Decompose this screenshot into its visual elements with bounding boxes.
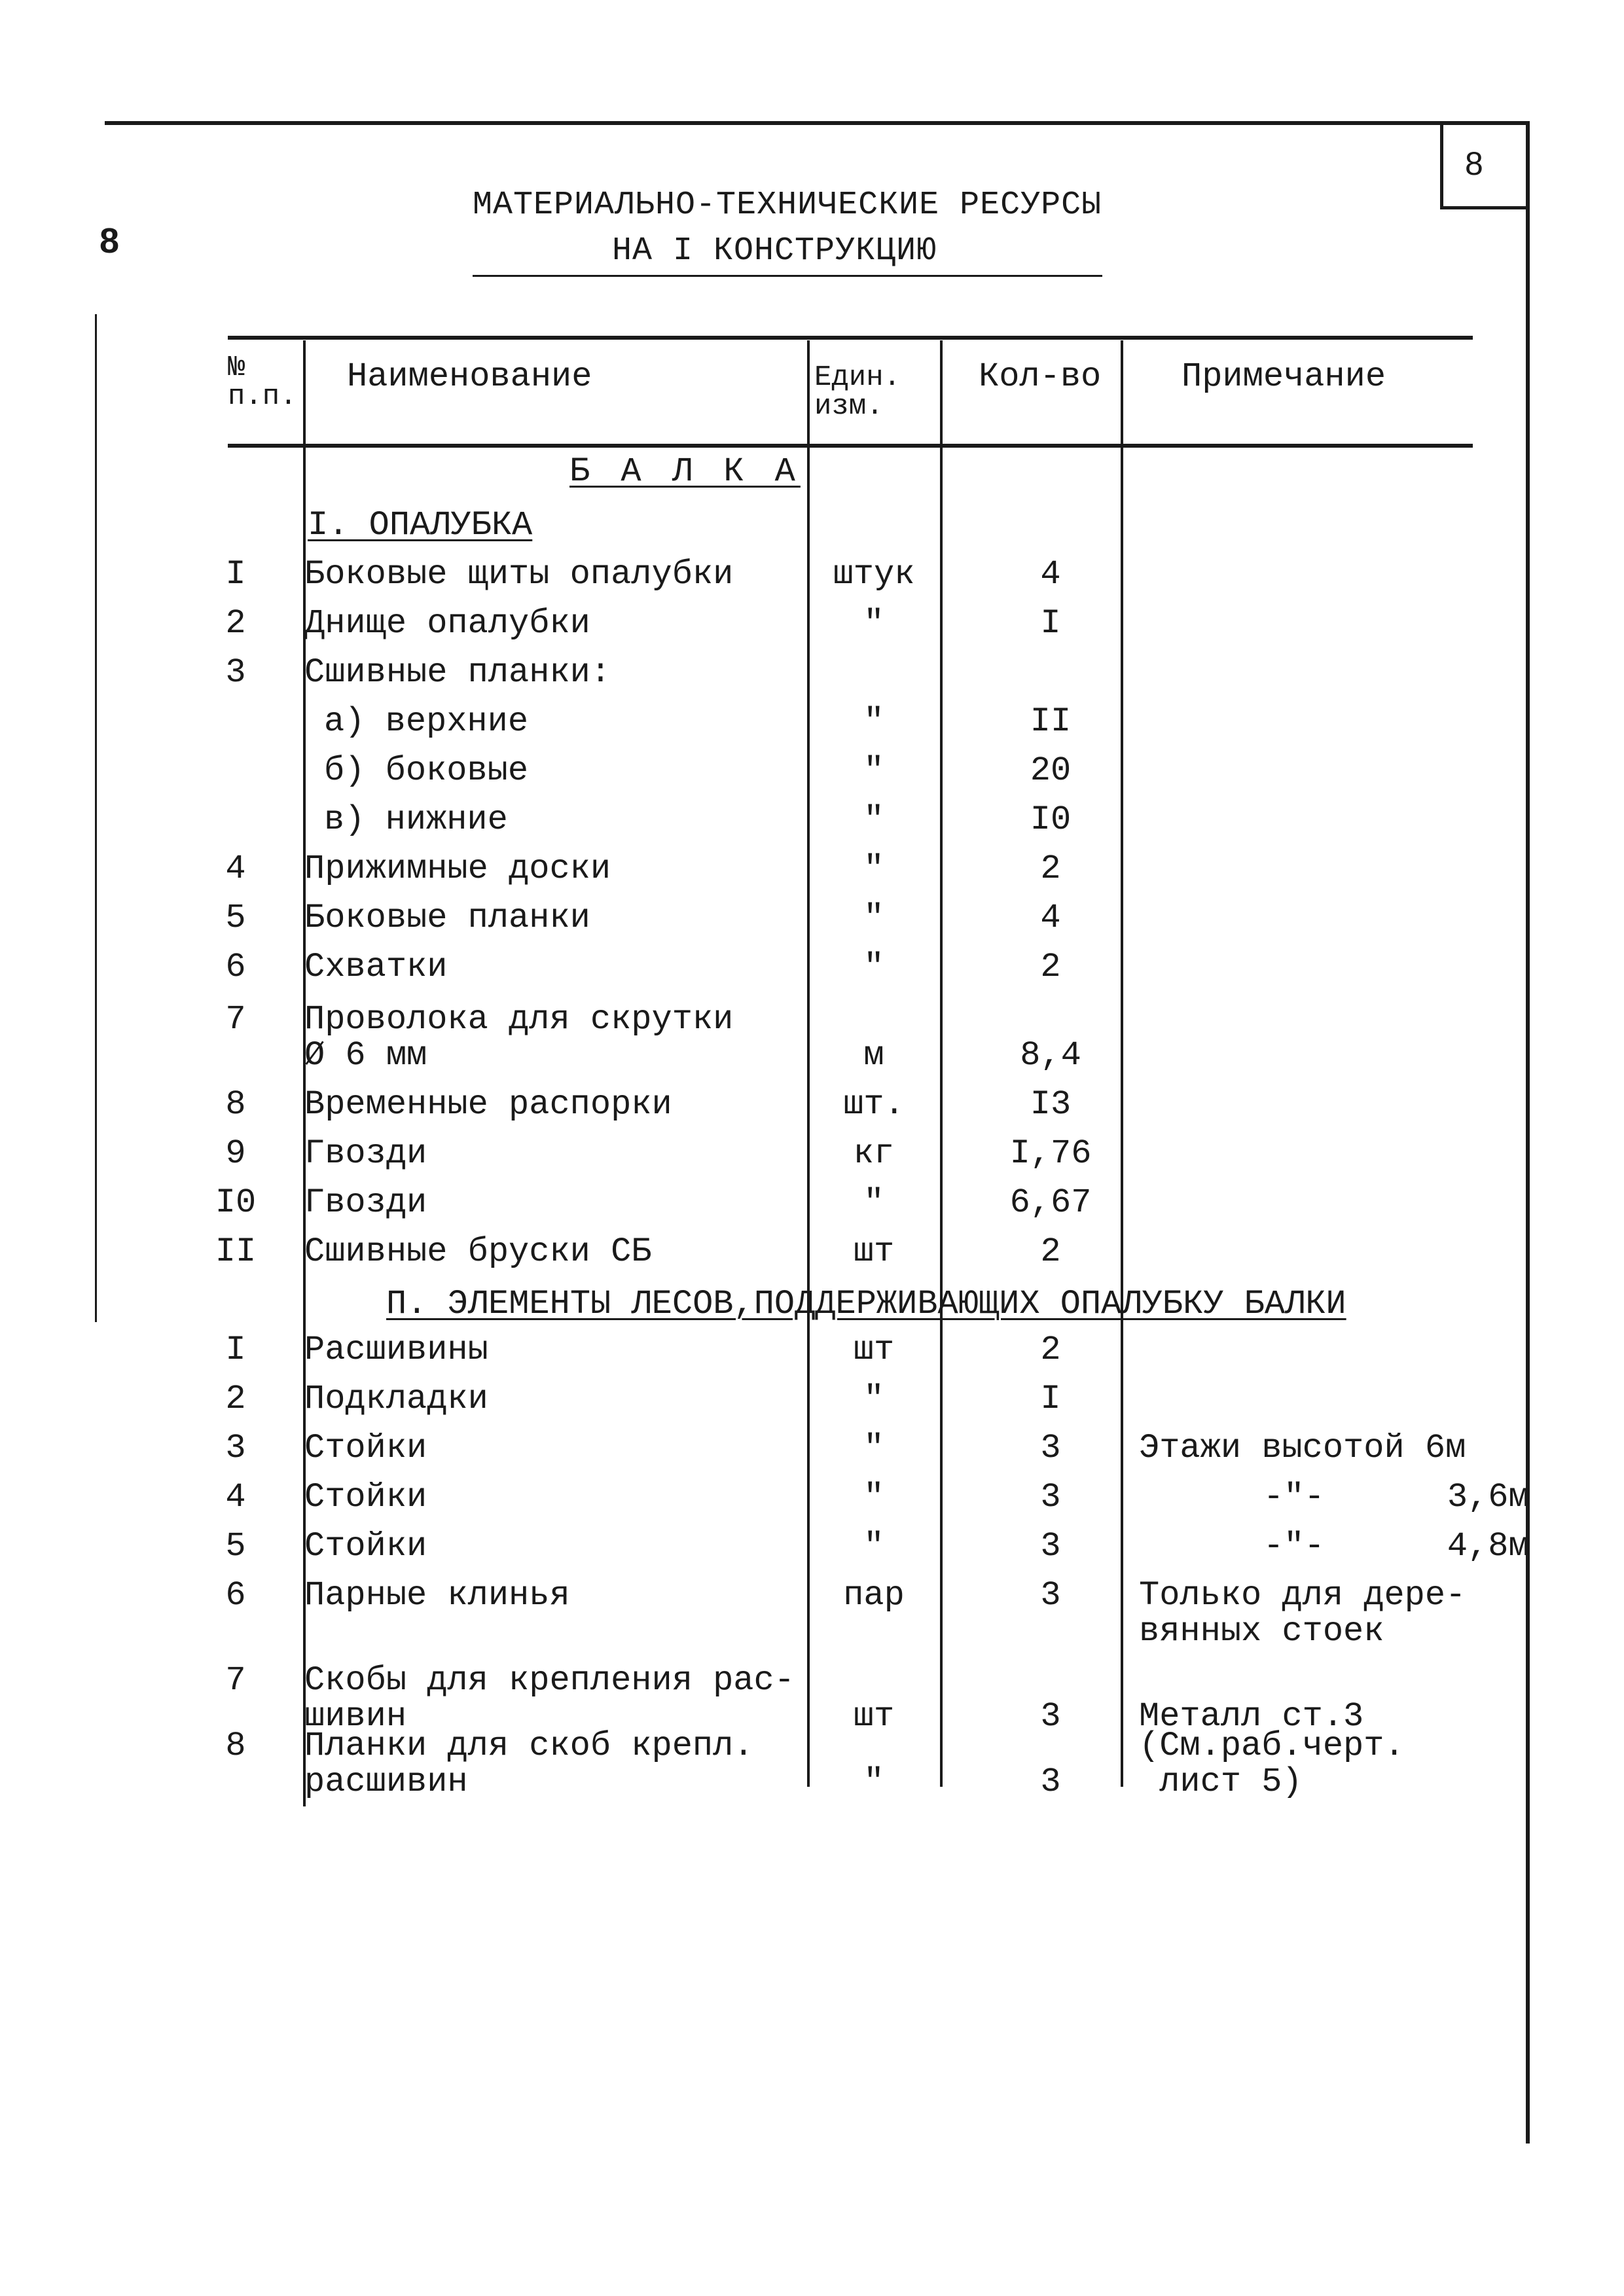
left-margin-line <box>95 314 97 1322</box>
row-number: 3 <box>225 653 246 692</box>
row-number: I0 <box>215 1183 257 1222</box>
row-qty: 3 <box>1040 1697 1061 1736</box>
row-name: Стойки <box>304 1478 427 1516</box>
row-name: Парные клинья <box>304 1576 570 1615</box>
row-unit: " <box>863 1380 884 1418</box>
row-name: Схватки <box>304 948 448 986</box>
header-name: Наименование <box>347 357 592 396</box>
title-underline <box>473 275 1102 277</box>
row-unit: " <box>863 604 884 643</box>
row-qty: II <box>1030 702 1072 741</box>
row-number: 9 <box>225 1134 246 1173</box>
row-unit: кг <box>853 1134 895 1173</box>
row-number: 7 <box>225 1000 246 1039</box>
page-subtitle: НА I КОНСТРУКЦИЮ <box>612 232 937 270</box>
section-1-title: I. ОПАЛУБКА <box>308 506 533 545</box>
section-main-title: Б А Л К А <box>569 452 801 491</box>
row-qty: 3 <box>1040 1478 1061 1516</box>
row-number: II <box>215 1232 257 1271</box>
row-name: Прижимные доски <box>304 850 611 888</box>
row-unit: " <box>863 1183 884 1222</box>
row-qty: 6,67 <box>1009 1183 1092 1222</box>
row-note-cont: вянных стоек <box>1139 1612 1384 1651</box>
table-top-rule <box>228 336 1473 340</box>
row-unit: " <box>863 1429 884 1467</box>
row-unit: " <box>863 702 884 741</box>
row-qty: 2 <box>1040 1331 1061 1369</box>
row-name-cont: Ø 6 мм <box>304 1036 427 1075</box>
row-name: Подкладки <box>304 1380 488 1418</box>
row-name: Стойки <box>304 1429 427 1467</box>
row-qty: 2 <box>1040 948 1061 986</box>
row-qty: 2 <box>1040 850 1061 888</box>
row-number: 4 <box>225 1478 246 1516</box>
row-unit: " <box>863 850 884 888</box>
row-name: в) нижние <box>324 800 508 839</box>
row-note: -"- 4,8м <box>1263 1527 1529 1566</box>
row-qty: 3 <box>1040 1429 1061 1467</box>
row-number: 6 <box>225 948 246 986</box>
row-qty: 3 <box>1040 1763 1061 1801</box>
row-note: Только для дере- <box>1139 1576 1466 1615</box>
row-number: I <box>225 1331 246 1369</box>
row-unit: штук <box>833 555 915 594</box>
row-number: 6 <box>225 1576 246 1615</box>
row-note: Этажи высотой 6м <box>1139 1429 1466 1467</box>
row-name: Проволока для скрутки <box>304 1000 734 1039</box>
row-unit: " <box>863 899 884 937</box>
row-qty: 8,4 <box>1020 1036 1081 1075</box>
row-name-cont: шивин <box>304 1697 407 1736</box>
row-number: 7 <box>225 1661 246 1700</box>
row-qty: 4 <box>1040 555 1061 594</box>
row-qty: I <box>1040 1380 1061 1418</box>
row-qty: I3 <box>1030 1085 1072 1124</box>
row-qty: I <box>1040 604 1061 643</box>
row-number: 8 <box>225 1085 246 1124</box>
header-unit: Един. изм. <box>814 361 901 423</box>
row-name: Стойки <box>304 1527 427 1566</box>
row-number: 5 <box>225 899 246 937</box>
row-unit: пар <box>843 1576 905 1615</box>
row-unit: шт. <box>843 1085 905 1124</box>
row-number: I <box>225 555 246 594</box>
row-name-cont: расшивин <box>304 1763 468 1801</box>
row-unit: шт <box>853 1331 895 1369</box>
header-qty: Кол-во <box>979 357 1102 396</box>
row-name: а) верхние <box>324 702 529 741</box>
table-header-rule <box>228 444 1473 448</box>
section-2-title: П. ЭЛЕМЕНТЫ ЛЕСОВ,ПОДДЕРЖИВАЮЩИХ ОПАЛУБКУ БАЛКИ <box>386 1285 1346 1323</box>
row-name: Сшивные бруски СБ <box>304 1232 652 1271</box>
row-qty: 20 <box>1030 751 1072 790</box>
row-number: 5 <box>225 1527 246 1566</box>
row-name: Планки для скоб крепл. <box>304 1727 754 1765</box>
header-num: № п.п. <box>228 351 297 413</box>
col-divider-unit <box>940 340 943 1787</box>
row-unit: м <box>863 1036 884 1075</box>
row-qty: 4 <box>1040 899 1061 937</box>
row-unit: " <box>863 1478 884 1516</box>
row-number: 4 <box>225 850 246 888</box>
row-qty: 3 <box>1040 1576 1061 1615</box>
row-note: Металл ст.3 <box>1139 1697 1364 1736</box>
row-number: 3 <box>225 1429 246 1467</box>
row-name: Скобы для крепления рас- <box>304 1661 795 1700</box>
page-number-left: 8 <box>99 221 120 260</box>
row-name: Временные распорки <box>304 1085 672 1124</box>
row-name: Днище опалубки <box>304 604 590 643</box>
page-number-box <box>1440 124 1528 209</box>
row-number: 8 <box>225 1727 246 1765</box>
row-note: (См.раб.черт. <box>1139 1727 1405 1765</box>
right-border <box>1526 121 1530 2144</box>
row-name: Расшивины <box>304 1331 488 1369</box>
row-qty: I,76 <box>1009 1134 1092 1173</box>
row-unit: " <box>863 800 884 839</box>
row-qty: 3 <box>1040 1527 1061 1566</box>
row-number: 2 <box>225 1380 246 1418</box>
row-note-cont: лист 5) <box>1139 1763 1303 1801</box>
row-qty: 2 <box>1040 1232 1061 1271</box>
row-qty: I0 <box>1030 800 1072 839</box>
page-number-box-text: 8 <box>1465 145 1483 182</box>
row-name: Боковые щиты опалубки <box>304 555 734 594</box>
row-unit: шт <box>853 1232 895 1271</box>
row-unit: шт <box>853 1697 895 1736</box>
page-title: МАТЕРИАЛЬНО-ТЕХНИЧЕСКИЕ РЕСУРСЫ <box>473 187 1102 224</box>
row-unit: " <box>863 1763 884 1801</box>
row-unit: " <box>863 948 884 986</box>
row-name: Боковые планки <box>304 899 590 937</box>
row-name: Гвозди <box>304 1183 427 1222</box>
row-name: Гвозди <box>304 1134 427 1173</box>
row-unit: " <box>863 1527 884 1566</box>
row-name: б) боковые <box>324 751 529 790</box>
row-name: Сшивные планки: <box>304 653 611 692</box>
header-note: Примечание <box>1182 357 1386 396</box>
row-unit: " <box>863 751 884 790</box>
row-note: -"- 3,6м <box>1263 1478 1529 1516</box>
row-number: 2 <box>225 604 246 643</box>
top-border <box>105 121 1528 125</box>
